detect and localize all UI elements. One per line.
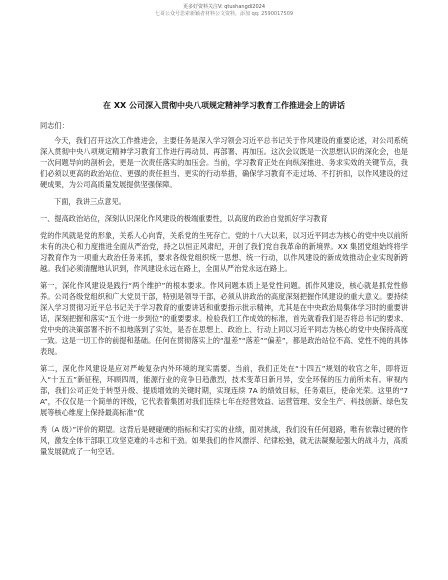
salutation: 同志们：	[40, 121, 69, 130]
paragraph: 下面，我讲三点意见。	[54, 197, 126, 206]
paragraph: 第一，深化作风建设是践行“两个维护”的根本要求。作风问题本质上是党性问题。抓作风建设，核心就是抓党性修养。公司各级党组织和广大党员干部，特别是领导干部，必须从讲政治的高度深刻把握作风建设的重大意义。要持续深入学习贯彻习近平总书记关于学习教育的重要讲话和重要指示批示精神，尤其是在中央政治局集体学习时的重要讲话，深刻把握和落实“五个进一步到位”的重要要求。检验我们工作成效的标准，首先就看我们是否将总书记的要求、党中央的决策部署不折不扣地落到了实处，是否在思想上、政治上、行动上同以习近平同志为核心的党中央保持高度一致。这是一切工作的前提和基础。任何在贯彻落实上的“温差”“落差”“偏差”，都是政治站位不高、党性不纯的具体表现。	[40, 281, 408, 356]
paragraph: 今天，我们召开这次工作推进会，主要任务是深入学习领会习近平总书记关于作风建设的重要论述，对公司系统深入贯彻中央八项规定精神学习教育工作进行再动员、再部署、再加压。这次会议既是一次思想认识的深化会，也是一次问题导向的剖析会，更是一次责任落实的加压会。当前，学习教育正处在向纵深推进、务求实效的关键节点，我们必须以更高的政治站位、更强的责任担当、更实的行动举措，确保学习教育不走过场、不打折扣，以作风建设的过硬成果，为公司高质量发展提供坚强保障。	[40, 136, 408, 189]
paragraph: 秀（A 级）”评价的期望。这背后是硬碰硬的指标和实打实的业绩，面对挑战，我们没有任何退路，唯有依靠过硬的作风，激发全体干部职工攻坚克难的斗志和干劲。如果我们的作风漂浮、纪律松弛，就无法凝聚起强大的战斗力，高质量发展就成了一句空话。	[40, 425, 408, 456]
document-body	[40, 135, 408, 457]
section-heading: 一、提高政治站位，深刻认识深化作风建设的极端重要性，以高度的政治自觉抓好学习教育	[40, 214, 328, 223]
paragraph: 第二，深化作风建设是应对严峻复杂内外环境的现实需要。当前，我们正处在“十四五”规划的收官之年，即将迈入“十五五”新征程，环顾四周，能源行业的竞争日趋激烈，技术变革日新月异，安全环保的压力前所未有。审视内部，我们公司正处于转型升级、提质增效的关键时期，实现连续 7A 的绩效目标，任务艰巨，使命光荣。这里的“7A”，不仅仅是一个简单的评级，它代表着集团对我们连续七年在经营效益、运营管理、安全生产、科技创新、绿色发展等核心维度上保持最高标准“优	[40, 364, 408, 417]
paragraph: 党的作风就是党的形象，关系人心向背，关系党的生死存亡。党的十八大以来，以习近平同志为核心的党中央以前所未有的决心和力度推进全面从严治党，持之以恒正风肃纪，开创了我们党自我革命的新境界。XX 集团党组始终将学习教育作为一项重大政治任务来抓，要求各级党组织统一思想、统一行动，以作风建设的新成效推动企业实现新跨越。我们必须清醒地认识到，作风建设永远在路上，全面从严治党永远在路上。	[40, 231, 408, 273]
document-title: 在 XX 公司深入贯彻中央八项规定精神学习教育工作推进会上的讲话	[103, 101, 345, 110]
page-header	[40, 0, 408, 18]
header-line-2: 七哥公众号思索新颖者材料公文资料，添加 qq: 2590017509	[154, 11, 294, 17]
header-line-1: 更多好资料关注V: qtushangdi2024	[182, 4, 266, 10]
